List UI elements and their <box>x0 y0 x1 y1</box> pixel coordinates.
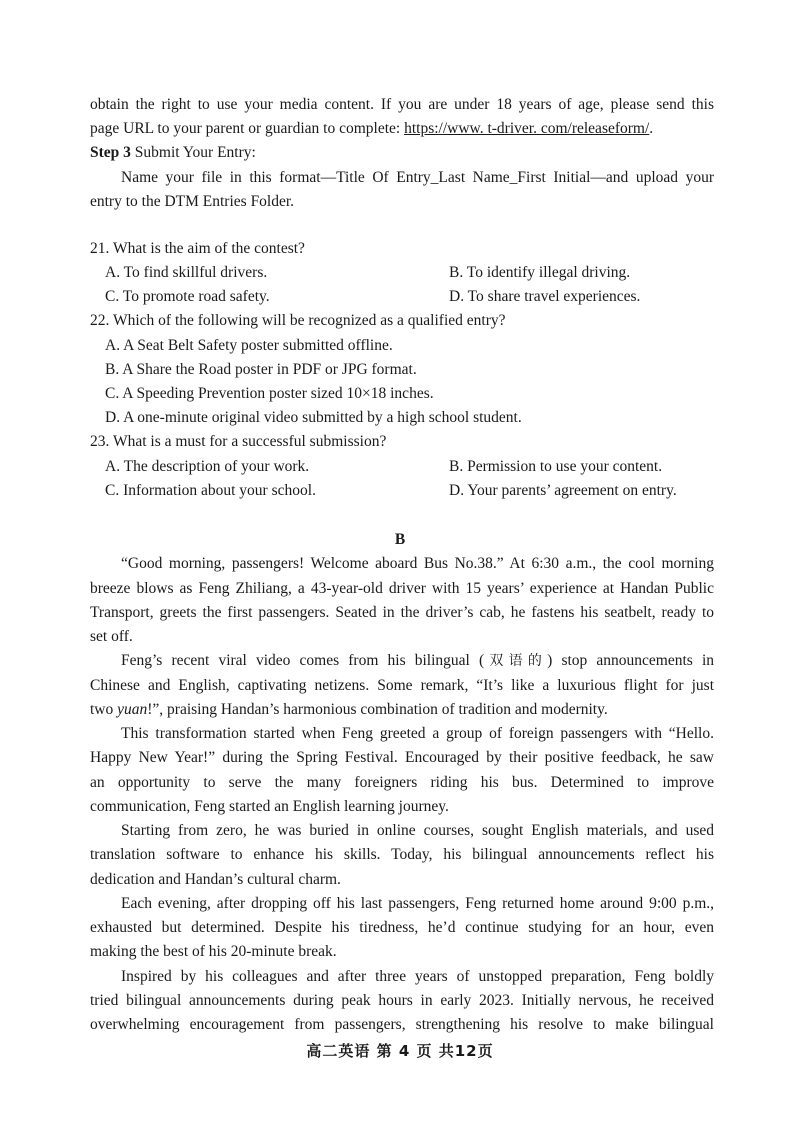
paragraph-line: exhausted but determined. Despite his tiredness, he’d continue studying for an hour, even <box>90 919 714 936</box>
question-21-option-a[interactable]: A. To find skillful drivers. <box>105 264 268 281</box>
paragraph-line: Transport, greets the first passengers. Seated in the driver’s cab, he fastens his seatbelt, ready to <box>90 604 714 621</box>
paragraph-line: making the best of his 20-minute break. <box>90 943 337 960</box>
question-22-option-c[interactable]: C. A Speeding Prevention poster sized 10×18 inches. <box>105 385 434 402</box>
release-form-link[interactable]: https://www. t-driver. com/releaseform/ <box>404 120 650 137</box>
question-22-stem: 22. Which of the following will be recognized as a qualified entry? <box>90 312 506 329</box>
question-23-option-b[interactable]: B. Permission to use your content. <box>449 458 663 475</box>
italic-term: yuan <box>117 701 148 718</box>
page-footer: 高二英语 第 4 页 共12页 <box>306 1042 494 1060</box>
paragraph-line: Happy New Year!” during the Spring Festival. Encouraged by their positive feedback, he saw <box>90 749 714 766</box>
question-21-option-d[interactable]: D. To share travel experiences. <box>449 288 641 305</box>
question-23-option-d[interactable]: D. Your parents’ agreement on entry. <box>449 482 677 499</box>
paragraph-line: “Good morning, passengers! Welcome aboard Bus No.38.” At 6:30 a.m., the cool morning <box>121 555 714 572</box>
question-21-stem: 21. What is the aim of the contest? <box>90 240 305 257</box>
paragraph-line: set off. <box>90 628 133 645</box>
paragraph-line: communication, Feng started an English learning journey. <box>90 798 449 815</box>
paragraph-line: This transformation started when Feng greeted a group of foreign passengers with “Hello. <box>121 725 714 742</box>
step3-title: Submit Your Entry: <box>130 144 256 161</box>
step3-instruction: Name your file in this format—Title Of Entry_Last Name_First Initial—and upload your <box>121 169 714 186</box>
paragraph-line: Inspired by his colleagues and after three years of unstopped preparation, Feng boldly <box>121 968 714 985</box>
text-run: ) stop announcements in <box>547 652 715 669</box>
paragraph-line: tried bilingual announcements during peak hours in early 2023. Initially nervous, he received <box>90 992 714 1009</box>
passage-a-text: . <box>649 120 654 137</box>
question-23-option-a[interactable]: A. The description of your work. <box>105 458 310 475</box>
text-run: !”, praising Handan’s harmonious combination of tradition and modernity. <box>147 701 608 718</box>
paragraph-line: translation software to enhance his skills. Today, his bilingual announcements reflect his <box>90 846 714 863</box>
question-22-option-d[interactable]: D. A one-minute original video submitted by a high school student. <box>105 409 522 426</box>
question-23-stem: 23. What is a must for a successful submission? <box>90 433 387 450</box>
paragraph-line: Chinese and English, captivating netizens. Some remark, “It’s like a luxurious flight for just <box>90 677 714 694</box>
text-run: two <box>90 701 118 718</box>
paragraph-line <box>121 650 714 672</box>
passage-a-text: page URL to your parent or guardian to complete: <box>90 120 405 137</box>
question-22-option-b[interactable]: B. A Share the Road poster in PDF or JPG format. <box>105 361 417 378</box>
passage-a-line <box>90 118 653 140</box>
question-22-option-a[interactable]: A. A Seat Belt Safety poster submitted offline. <box>105 337 393 354</box>
chinese-gloss: 双语的 <box>484 653 548 669</box>
paragraph-line <box>90 699 608 721</box>
step3-heading <box>90 142 256 164</box>
question-21-option-c[interactable]: C. To promote road safety. <box>105 288 270 305</box>
paragraph-line: Starting from zero, he was buried in online courses, sought English materials, and used <box>121 822 714 839</box>
section-b-heading: B <box>394 531 406 548</box>
paragraph-line: an opportunity to serve the many foreigners riding his bus. Determined to improve <box>90 774 714 791</box>
paragraph-line: breeze blows as Feng Zhiliang, a 43-year-old driver with 15 years’ experience at Handan Public <box>90 580 714 597</box>
paragraph-line: overwhelming encouragement from passengers, strengthening his resolve to make bilingual <box>90 1016 714 1033</box>
paragraph-line: Each evening, after dropping off his last passengers, Feng returned home around 9:00 p.m., <box>121 895 714 912</box>
passage-a-line: obtain the right to use your media content. If you are under 18 years of age, please send this <box>90 96 714 113</box>
step3-instruction: entry to the DTM Entries Folder. <box>90 193 295 210</box>
question-23-option-c[interactable]: C. Information about your school. <box>105 482 316 499</box>
paragraph-line: dedication and Handan’s cultural charm. <box>90 871 341 888</box>
text-run: Feng’s recent viral video comes from his bilingual ( <box>121 652 485 669</box>
step3-label: Step 3 <box>90 144 131 161</box>
question-21-option-b[interactable]: B. To identify illegal driving. <box>449 264 631 281</box>
